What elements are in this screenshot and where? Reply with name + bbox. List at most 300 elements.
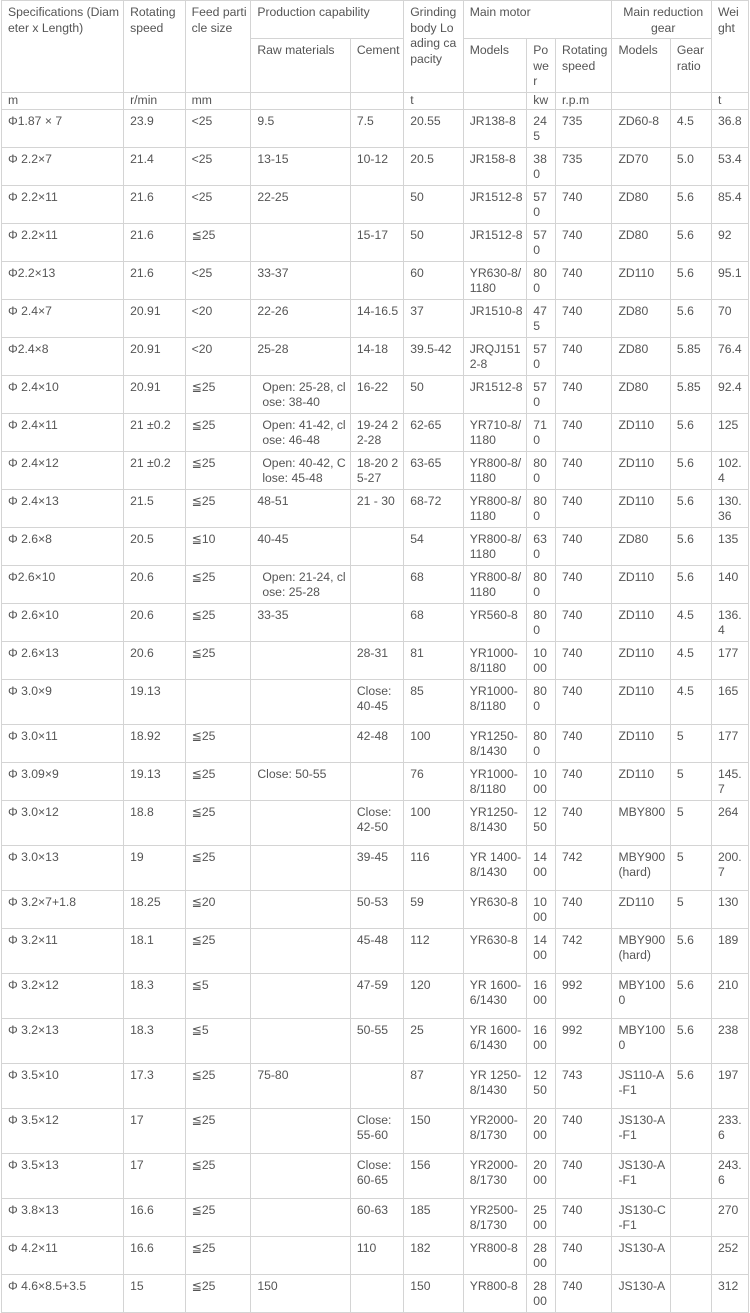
cell-raw-materials: Open: 41-42, close: 46-48 (251, 413, 351, 451)
cell-weight: 312 (711, 1274, 748, 1312)
cell-power: 570 (527, 185, 556, 223)
cell-motor-speed: 740 (556, 451, 612, 489)
unit-grinding: t (404, 92, 464, 109)
cell-spec: Φ 3.2×13 (2, 1018, 124, 1063)
cell-motor-speed: 740 (556, 489, 612, 527)
cell-cement: 28-31 (350, 641, 403, 679)
cell-motor-model: YR1000-8/1180 (463, 762, 527, 800)
cell-feed: ≦25 (185, 641, 251, 679)
cell-gear-model: MBY1000 (612, 973, 670, 1018)
cell-weight: 145.7 (711, 762, 748, 800)
cell-speed: 20.6 (124, 641, 186, 679)
cell-gear-model: ZD80 (612, 299, 670, 337)
cell-spec: Φ 3.2×7+1.8 (2, 890, 124, 928)
cell-motor-speed: 740 (556, 800, 612, 845)
cell-motor-model: JR138-8 (463, 109, 527, 147)
cell-raw-materials (251, 223, 351, 261)
cell-speed: 18.8 (124, 800, 186, 845)
cell-power: 800 (527, 603, 556, 641)
cell-raw-materials (251, 800, 351, 845)
cell-gear-model: JS130-A (612, 1236, 670, 1274)
cell-grinding-capacity: 156 (404, 1153, 464, 1198)
cell-power: 800 (527, 565, 556, 603)
cell-speed: 20.91 (124, 337, 186, 375)
cell-motor-model: YR630-8 (463, 890, 527, 928)
cell-motor-speed: 740 (556, 1153, 612, 1198)
cell-cement: 14-18 (350, 337, 403, 375)
cell-grinding-capacity: 112 (404, 928, 464, 973)
table-row (2, 1236, 749, 1274)
cell-gear-model: JS130-C-F1 (612, 1198, 670, 1236)
cell-grinding-capacity: 60 (404, 261, 464, 299)
cell-raw-materials: 33-35 (251, 603, 351, 641)
cell-gear-ratio: 5.6 (670, 413, 711, 451)
cell-weight: 130 (711, 890, 748, 928)
header-motor-rotating-speed: Rotating speed (556, 39, 612, 93)
table-row (2, 375, 749, 413)
cell-weight: 210 (711, 973, 748, 1018)
cell-motor-speed: 740 (556, 603, 612, 641)
cell-feed (185, 679, 251, 724)
cell-power: 1250 (527, 800, 556, 845)
cell-spec: Φ 2.6×8 (2, 527, 124, 565)
cell-spec: Φ 4.6×8.5+3.5 (2, 1274, 124, 1312)
cell-grinding-capacity: 100 (404, 800, 464, 845)
cell-gear-model: JS130-A-F1 (612, 1108, 670, 1153)
cell-feed: ≦25 (185, 800, 251, 845)
cell-gear-model: ZD110 (612, 565, 670, 603)
cell-weight: 243.6 (711, 1153, 748, 1198)
cell-grinding-capacity: 63-65 (404, 451, 464, 489)
cell-raw-materials: 25-28 (251, 337, 351, 375)
cell-power: 1400 (527, 845, 556, 890)
cell-motor-speed: 740 (556, 1198, 612, 1236)
cell-gear-model: ZD110 (612, 679, 670, 724)
cell-gear-model: ZD60-8 (612, 109, 670, 147)
header-main-reduction-gear: Main reduction gear (612, 1, 712, 39)
cell-motor-speed: 742 (556, 845, 612, 890)
cell-gear-model: ZD80 (612, 375, 670, 413)
unit-spec: m (2, 92, 124, 109)
cell-weight: 136.4 (711, 603, 748, 641)
cell-cement: 50-55 (350, 1018, 403, 1063)
cell-cement (350, 603, 403, 641)
cell-grinding-capacity: 37 (404, 299, 464, 337)
cell-cement: 39-45 (350, 845, 403, 890)
cell-feed: <25 (185, 261, 251, 299)
cell-raw-materials (251, 1236, 351, 1274)
cell-spec: Φ 2.4×10 (2, 375, 124, 413)
cell-power: 1600 (527, 973, 556, 1018)
header-gear-ratio: Gear ratio (670, 39, 711, 93)
cell-raw-materials (251, 1153, 351, 1198)
cell-speed: 19.13 (124, 679, 186, 724)
cell-gear-ratio: 5.85 (670, 375, 711, 413)
cell-speed: 20.6 (124, 565, 186, 603)
header-production-capability: Production capability (251, 1, 404, 39)
cell-grinding-capacity: 62-65 (404, 413, 464, 451)
cell-speed: 21.4 (124, 147, 186, 185)
cell-gear-model: ZD110 (612, 413, 670, 451)
cell-gear-ratio (670, 1153, 711, 1198)
cell-gear-ratio: 5.6 (670, 261, 711, 299)
cell-feed: ≦5 (185, 1018, 251, 1063)
cell-motor-model: JR1512-8 (463, 185, 527, 223)
cell-raw-materials (251, 928, 351, 973)
cell-feed: ≦10 (185, 527, 251, 565)
unit-rot-speed: r.p.m (556, 92, 612, 109)
cell-spec: Φ2.6×10 (2, 565, 124, 603)
cell-grinding-capacity: 50 (404, 223, 464, 261)
cell-feed: ≦25 (185, 1153, 251, 1198)
cell-gear-model: ZD80 (612, 185, 670, 223)
cell-weight: 70 (711, 299, 748, 337)
cell-feed: ≦25 (185, 1274, 251, 1312)
cell-spec: Φ 3.0×13 (2, 845, 124, 890)
cell-raw-materials: 75-80 (251, 1063, 351, 1108)
cell-spec: Φ 2.6×13 (2, 641, 124, 679)
cell-gear-model: ZD70 (612, 147, 670, 185)
cell-gear-ratio: 5 (670, 724, 711, 762)
cell-spec: Φ 3.0×11 (2, 724, 124, 762)
unit-gear-ratio (670, 92, 711, 109)
cell-raw-materials: 40-45 (251, 527, 351, 565)
cell-weight: 36.8 (711, 109, 748, 147)
cell-weight: 130.36 (711, 489, 748, 527)
cell-gear-model: MBY900(hard) (612, 845, 670, 890)
cell-gear-ratio: 4.5 (670, 679, 711, 724)
cell-power: 1000 (527, 762, 556, 800)
cell-speed: 17.3 (124, 1063, 186, 1108)
cell-feed: <25 (185, 147, 251, 185)
cell-raw-materials (251, 724, 351, 762)
cell-feed: ≦25 (185, 1236, 251, 1274)
cell-motor-speed: 740 (556, 337, 612, 375)
cell-grinding-capacity: 20.5 (404, 147, 464, 185)
cell-gear-model: JS110-A-F1 (612, 1063, 670, 1108)
cell-motor-speed: 992 (556, 973, 612, 1018)
cell-weight: 102.4 (711, 451, 748, 489)
cell-gear-ratio: 5.6 (670, 185, 711, 223)
cell-power: 1000 (527, 641, 556, 679)
cell-motor-speed: 740 (556, 1108, 612, 1153)
cell-speed: 17 (124, 1153, 186, 1198)
cell-gear-ratio: 4.5 (670, 109, 711, 147)
cell-gear-ratio: 5.6 (670, 299, 711, 337)
cell-speed: 16.6 (124, 1236, 186, 1274)
cell-weight: 92.4 (711, 375, 748, 413)
cell-gear-ratio: 5.6 (670, 451, 711, 489)
table-row (2, 1108, 749, 1153)
cell-gear-model: ZD80 (612, 337, 670, 375)
cell-motor-model: YR 1600-6/1430 (463, 1018, 527, 1063)
cell-speed: 21.6 (124, 261, 186, 299)
unit-models (463, 92, 527, 109)
unit-raw (251, 92, 351, 109)
table-row (2, 223, 749, 261)
cell-motor-speed: 740 (556, 299, 612, 337)
cell-motor-model: YR1250-8/1430 (463, 724, 527, 762)
cell-grinding-capacity: 182 (404, 1236, 464, 1274)
cell-grinding-capacity: 68-72 (404, 489, 464, 527)
cell-grinding-capacity: 39.5-42 (404, 337, 464, 375)
cell-spec: Φ 3.8×13 (2, 1198, 124, 1236)
cell-raw-materials (251, 973, 351, 1018)
cell-motor-model: YR800-8/1180 (463, 489, 527, 527)
cell-cement: 21 - 30 (350, 489, 403, 527)
cell-grinding-capacity: 185 (404, 1198, 464, 1236)
cell-cement: 50-53 (350, 890, 403, 928)
cell-grinding-capacity: 150 (404, 1108, 464, 1153)
table-row (2, 1274, 749, 1312)
cell-motor-model: YR1000-8/1180 (463, 679, 527, 724)
cell-speed: 23.9 (124, 109, 186, 147)
cell-cement: 45-48 (350, 928, 403, 973)
cell-motor-model: YR1000-8/1180 (463, 641, 527, 679)
cell-raw-materials: 22-26 (251, 299, 351, 337)
cell-spec: Φ 2.2×11 (2, 185, 124, 223)
cell-spec: Φ 2.4×7 (2, 299, 124, 337)
cell-cement: 10-12 (350, 147, 403, 185)
cell-grinding-capacity: 20.55 (404, 109, 464, 147)
cell-cement: 7.5 (350, 109, 403, 147)
table-row (2, 261, 749, 299)
cell-raw-materials (251, 1018, 351, 1063)
cell-motor-model: JR1512-8 (463, 223, 527, 261)
cell-raw-materials: 9.5 (251, 109, 351, 147)
cell-spec: Φ 2.2×11 (2, 223, 124, 261)
cell-motor-model: YR 1250-8/1430 (463, 1063, 527, 1108)
cell-gear-ratio: 5.6 (670, 973, 711, 1018)
cell-grinding-capacity: 54 (404, 527, 464, 565)
cell-feed: ≦25 (185, 413, 251, 451)
cell-gear-ratio (670, 1236, 711, 1274)
cell-motor-speed: 735 (556, 147, 612, 185)
cell-cement: Close: 55-60 (350, 1108, 403, 1153)
cell-power: 800 (527, 451, 556, 489)
cell-weight: 165 (711, 679, 748, 724)
table-row (2, 489, 749, 527)
cell-raw-materials (251, 679, 351, 724)
cell-cement (350, 261, 403, 299)
table-row (2, 762, 749, 800)
cell-cement: 18-20 25-27 (350, 451, 403, 489)
cell-motor-model: YR2500-8/1730 (463, 1198, 527, 1236)
cell-raw-materials: Open: 21-24, close: 25-28 (251, 565, 351, 603)
cell-gear-model: ZD110 (612, 451, 670, 489)
header-gear-models: Models (612, 39, 670, 93)
cell-spec: Φ 3.09×9 (2, 762, 124, 800)
cell-speed: 20.6 (124, 603, 186, 641)
cell-speed: 21.5 (124, 489, 186, 527)
cell-power: 2800 (527, 1274, 556, 1312)
cell-motor-speed: 740 (556, 641, 612, 679)
cell-weight: 92 (711, 223, 748, 261)
cell-weight: 197 (711, 1063, 748, 1108)
cell-speed: 16.6 (124, 1198, 186, 1236)
cell-raw-materials: Open: 40-42, Close: 45-48 (251, 451, 351, 489)
cell-feed: ≦25 (185, 845, 251, 890)
cell-spec: Φ 3.0×9 (2, 679, 124, 724)
cell-motor-model: YR800-8/1180 (463, 527, 527, 565)
cell-raw-materials: Open: 25-28, close: 38-40 (251, 375, 351, 413)
cell-power: 2000 (527, 1153, 556, 1198)
cell-motor-speed: 992 (556, 1018, 612, 1063)
cell-power: 710 (527, 413, 556, 451)
cell-spec: Φ1.87 × 7 (2, 109, 124, 147)
table-row (2, 928, 749, 973)
table-body (2, 109, 749, 1312)
cell-cement: 110 (350, 1236, 403, 1274)
cell-grinding-capacity: 59 (404, 890, 464, 928)
table-row (2, 800, 749, 845)
cell-power: 800 (527, 489, 556, 527)
cell-weight: 76.4 (711, 337, 748, 375)
cell-gear-model: ZD110 (612, 603, 670, 641)
cell-weight: 125 (711, 413, 748, 451)
cell-motor-speed: 740 (556, 762, 612, 800)
cell-gear-model: ZD80 (612, 527, 670, 565)
cell-cement (350, 565, 403, 603)
cell-feed: ≦25 (185, 489, 251, 527)
cell-motor-speed: 740 (556, 261, 612, 299)
cell-speed: 20.5 (124, 527, 186, 565)
cell-gear-ratio: 4.5 (670, 641, 711, 679)
cell-cement (350, 1063, 403, 1108)
unit-power: kw (527, 92, 556, 109)
cell-grinding-capacity: 100 (404, 724, 464, 762)
cell-motor-speed: 740 (556, 375, 612, 413)
cell-cement (350, 527, 403, 565)
table-row (2, 109, 749, 147)
cell-power: 2800 (527, 1236, 556, 1274)
cell-motor-speed: 735 (556, 109, 612, 147)
cell-power: 2000 (527, 1108, 556, 1153)
cell-gear-model: ZD110 (612, 641, 670, 679)
cell-gear-ratio: 5.6 (670, 1063, 711, 1108)
cell-grinding-capacity: 50 (404, 375, 464, 413)
cell-motor-model: YR630-8/1180 (463, 261, 527, 299)
cell-power: 380 (527, 147, 556, 185)
cell-cement (350, 762, 403, 800)
cell-grinding-capacity: 76 (404, 762, 464, 800)
cell-cement: Close: 60-65 (350, 1153, 403, 1198)
cell-speed: 18.92 (124, 724, 186, 762)
cell-power: 630 (527, 527, 556, 565)
cell-motor-speed: 740 (556, 1236, 612, 1274)
cell-speed: 15 (124, 1274, 186, 1312)
cell-feed: ≦25 (185, 223, 251, 261)
cell-raw-materials: Close: 50-55 (251, 762, 351, 800)
header-weight: Weight (711, 1, 748, 93)
cell-weight: 233.6 (711, 1108, 748, 1153)
table-row (2, 724, 749, 762)
cell-grinding-capacity: 116 (404, 845, 464, 890)
cell-power: 570 (527, 375, 556, 413)
cell-spec: Φ 3.5×12 (2, 1108, 124, 1153)
cell-raw-materials (251, 890, 351, 928)
table-row (2, 603, 749, 641)
cell-motor-model: YR560-8 (463, 603, 527, 641)
cell-feed: ≦5 (185, 973, 251, 1018)
cell-motor-model: JR158-8 (463, 147, 527, 185)
cell-spec: Φ 3.2×11 (2, 928, 124, 973)
cell-cement: 19-24 22-28 (350, 413, 403, 451)
cell-speed: 19.13 (124, 762, 186, 800)
cell-motor-speed: 740 (556, 413, 612, 451)
cell-gear-ratio: 5.6 (670, 1018, 711, 1063)
cell-motor-model: YR2000-8/1730 (463, 1153, 527, 1198)
header-rotating-speed: Rotating speed (124, 1, 186, 93)
table-row (2, 845, 749, 890)
cell-grinding-capacity: 85 (404, 679, 464, 724)
cell-feed: <20 (185, 299, 251, 337)
cell-cement: 60-63 (350, 1198, 403, 1236)
table-row (2, 1198, 749, 1236)
cell-cement: 42-48 (350, 724, 403, 762)
cell-power: 800 (527, 261, 556, 299)
cell-feed: ≦25 (185, 1108, 251, 1153)
cell-motor-model: YR630-8 (463, 928, 527, 973)
cell-gear-ratio: 5.6 (670, 928, 711, 973)
cell-feed: ≦25 (185, 724, 251, 762)
cell-feed: ≦25 (185, 375, 251, 413)
cell-power: 800 (527, 679, 556, 724)
table-row (2, 299, 749, 337)
header-raw-materials: Raw materials (251, 39, 351, 93)
cell-cement (350, 1274, 403, 1312)
cell-power: 475 (527, 299, 556, 337)
table-row (2, 565, 749, 603)
table-row (2, 185, 749, 223)
cell-motor-model: YR 1600-6/1430 (463, 973, 527, 1018)
cell-weight: 252 (711, 1236, 748, 1274)
cell-weight: 270 (711, 1198, 748, 1236)
unit-weight: t (711, 92, 748, 109)
cell-motor-model: YR800-8/1180 (463, 451, 527, 489)
cell-speed: 18.1 (124, 928, 186, 973)
cell-weight: 85.4 (711, 185, 748, 223)
cell-gear-ratio: 5.6 (670, 489, 711, 527)
cell-raw-materials: 22-25 (251, 185, 351, 223)
cell-spec: Φ 3.5×13 (2, 1153, 124, 1198)
cell-motor-speed: 742 (556, 928, 612, 973)
cell-motor-model: YR800-8 (463, 1236, 527, 1274)
cell-grinding-capacity: 25 (404, 1018, 464, 1063)
cell-motor-model: YR2000-8/1730 (463, 1108, 527, 1153)
header-grinding-body-loading-capacity: Grinding body Loading capacity (404, 1, 464, 93)
cell-power: 2500 (527, 1198, 556, 1236)
cell-feed: ≦25 (185, 565, 251, 603)
table-row (2, 337, 749, 375)
cell-gear-ratio: 5.85 (670, 337, 711, 375)
unit-gear-models (612, 92, 670, 109)
cell-spec: Φ 4.2×11 (2, 1236, 124, 1274)
cell-gear-ratio: 5.0 (670, 147, 711, 185)
cell-raw-materials: 150 (251, 1274, 351, 1312)
cell-motor-speed: 740 (556, 565, 612, 603)
cell-weight: 238 (711, 1018, 748, 1063)
cell-motor-model: YR800-8 (463, 1274, 527, 1312)
cell-feed: ≦25 (185, 1063, 251, 1108)
header-main-motor: Main motor (463, 1, 612, 39)
cell-spec: Φ 2.6×10 (2, 603, 124, 641)
cell-gear-model: ZD80 (612, 223, 670, 261)
cell-speed: 17 (124, 1108, 186, 1153)
cell-gear-model: ZD110 (612, 762, 670, 800)
cell-gear-ratio: 4.5 (670, 603, 711, 641)
cell-feed: ≦25 (185, 1198, 251, 1236)
